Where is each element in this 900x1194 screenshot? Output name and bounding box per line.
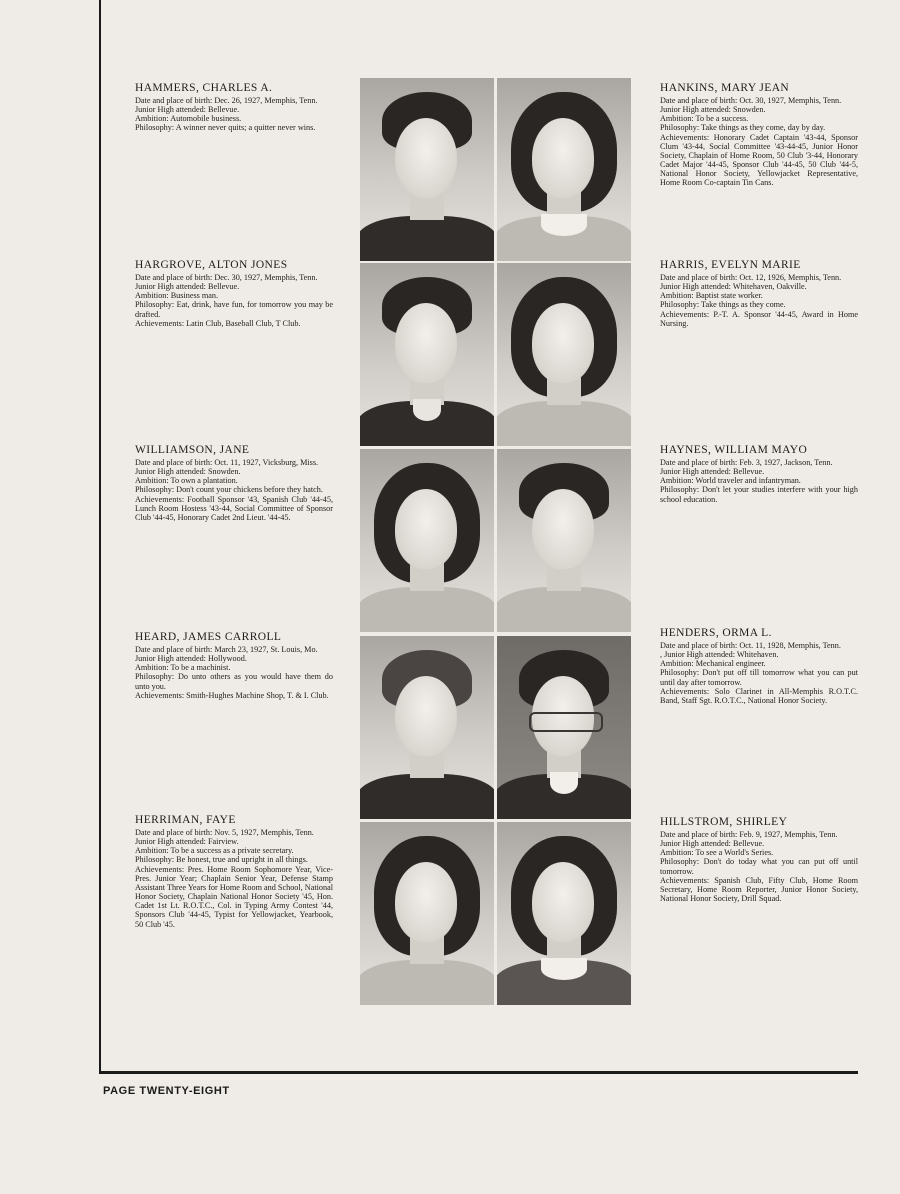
bio-line: Date and place of birth: Oct. 11, 1928, Memphis, Tenn. [660, 641, 841, 650]
student-name: HEARD, JAMES CARROLL [135, 631, 282, 643]
bottom-rule [99, 1071, 858, 1074]
bio-line: Philosophy: Don't count your chickens before they hatch. [135, 485, 323, 495]
portrait-photo-williamson [360, 449, 494, 632]
student-name: HILLSTROM, SHIRLEY [660, 816, 788, 828]
senior-entry-henders [660, 627, 858, 705]
senior-entry-heard [135, 631, 333, 700]
bio-line: Ambition: To see a World's Series. [660, 848, 774, 858]
page-number-label: PAGE TWENTY-EIGHT [103, 1085, 230, 1097]
student-bio [660, 830, 858, 903]
senior-entry-hargrove [135, 259, 333, 328]
bio-line: Ambition: Business man. [135, 291, 219, 301]
bio-line: Junior High attended: Fairview. [135, 837, 239, 847]
bio-line: Junior High attended: Bellevue. [660, 467, 765, 477]
senior-entry-williamson [135, 444, 333, 522]
bio-line: Philosophy: Don't let your studies interfere with your high school education. [660, 485, 858, 504]
bio-line: Junior High attended: Whitehaven, Oakville. [660, 282, 807, 292]
bio-line: Achievements: Spanish Club, Fifty Club, Home Room Secretary, Home Room Reporter, Junior Honor Society, National Honor Society, Drill Squad. [660, 875, 858, 904]
bio-line: , Junior High attended: Whitehaven. [660, 650, 779, 660]
bio-line: Date and place of birth: Oct. 11, 1927, Vicksburg, Miss. [135, 458, 319, 467]
student-bio [660, 641, 858, 705]
student-bio [660, 273, 858, 328]
bio-line: Ambition: World traveler and infantryman. [660, 476, 801, 486]
bio-line: Junior High attended: Snowden. [135, 467, 241, 477]
student-bio [135, 273, 333, 328]
bio-line: Philosophy: Don't put off till tomorrow what you can put until day after tomorrow. [660, 668, 858, 687]
bio-line: Junior High attended: Snowden. [660, 105, 766, 115]
student-name: HARRIS, EVELYN MARIE [660, 259, 801, 271]
bio-line: Achievements: Smith-Hughes Machine Shop, T. & I. Club. [135, 690, 329, 700]
bio-line: Achievements: P.-T. A. Sponsor '44-45, Award in Home Nursing. [660, 309, 858, 328]
student-name: HAYNES, WILLIAM MAYO [660, 444, 808, 456]
senior-entry-hankins [660, 82, 858, 188]
bio-line: Ambition: To be a success as a private secretary. [135, 846, 294, 856]
bio-line: Philosophy: Don't do today what you can put off until tomorrow. [660, 857, 858, 876]
student-name: HARGROVE, ALTON JONES [135, 259, 288, 271]
student-name: HENDERS, ORMA L. [660, 627, 772, 639]
portrait-photo-hammers [360, 78, 494, 261]
bio-line: Philosophy: Eat, drink, have fun, for tomorrow you may be drafted. [135, 300, 333, 319]
bio-line: Junior High attended: Bellevue. [660, 839, 765, 849]
bio-line: Achievements: Pres. Home Room Sophomore Year, Vice-Pres. Junior Year; Chaplain Senior Year, Defense Stamp Assistant Three Years for Home Room and School, National Honor Society, Chaplain National Honor Society '45, Hon. Cadet 1st Lt. R.O.T.C., Col. in Typing Army Contest '44, Sponsors Club '44-45, Typist for Yellowjacket, Yearbook, 50 Club '45. [135, 864, 333, 929]
bio-line: Date and place of birth: Dec. 30, 1927, Memphis, Tenn. [135, 273, 318, 282]
bio-line: Ambition: To be a success. [660, 114, 749, 124]
bio-line: Date and place of birth: March 23, 1927, St. Louis, Mo. [135, 645, 318, 654]
portrait-photo-harris [497, 263, 631, 446]
bio-line: Junior High attended: Bellevue. [135, 282, 240, 292]
student-name: HERRIMAN, FAYE [135, 814, 236, 826]
bio-line: Philosophy: Do unto others as you would have them do unto you. [135, 672, 333, 691]
bio-line: Date and place of birth: Feb. 3, 1927, Jackson, Tenn. [660, 458, 833, 467]
student-name: HAMMERS, CHARLES A. [135, 82, 273, 94]
bio-line: Philosophy: Be honest, true and upright in all things. [135, 855, 308, 865]
portrait-photo-heard [360, 636, 494, 819]
student-name: HANKINS, MARY JEAN [660, 82, 790, 94]
bio-line: Date and place of birth: Oct. 12, 1926, Memphis, Tenn. [660, 273, 842, 282]
student-bio [660, 458, 858, 504]
bio-line: Philosophy: A winner never quits; a quitter never wins. [135, 123, 316, 133]
bio-line: Junior High attended: Hollywood. [135, 654, 247, 664]
bio-line: Achievements: Honorary Cadet Captain '43-44, Sponsor Clum '43-44, Social Committee '43-44-45, Junior Honor Society, Chaplain of Home Room, 50 Club '3-44, Honorary Cadet Major '44-45, Sponsor Club '44-45, 50 Club '44-5, National Honor Society, Yellowjacket Representative, Home Room Co-captain Tin Cans. [660, 132, 858, 188]
student-bio [135, 96, 333, 133]
bio-line: Junior High attended: Bellevue. [135, 105, 240, 115]
bio-line: Philosophy: Take things as they come. [660, 300, 786, 310]
student-bio [135, 828, 333, 929]
bio-line: Achievements: Solo Clarinet in All-Memphis R.O.T.C. Band, Staff Sgt. R.O.T.C., National Honor Society. [660, 686, 858, 705]
portrait-photo-hargrove [360, 263, 494, 446]
left-margin-rule [99, 0, 101, 1074]
bio-line: Ambition: To own a plantation. [135, 476, 238, 486]
student-bio [660, 96, 858, 188]
portrait-photo-herriman [360, 822, 494, 1005]
bio-line: Achievements: Football Sponsor '43, Spanish Club '44-45, Lunch Room Hostess '43-44, Social Committee of Sponsor Club '44-45, Honorary Cadet 2nd Lieut. '44-45. [135, 494, 333, 522]
senior-entry-hillstrom [660, 816, 858, 903]
student-bio [135, 458, 333, 522]
bio-line: Date and place of birth: Dec. 26, 1927, Memphis, Tenn. [135, 96, 318, 105]
portrait-photo-hankins [497, 78, 631, 261]
portrait-photo-hillstrom [497, 822, 631, 1005]
senior-entry-harris [660, 259, 858, 328]
student-bio [135, 645, 333, 700]
bio-line: Achievements: Latin Club, Baseball Club, T Club. [135, 318, 301, 328]
senior-entry-haynes [660, 444, 858, 504]
bio-line: Date and place of birth: Oct. 30, 1927, Memphis, Tenn. [660, 96, 842, 105]
bio-line: Ambition: Mechanical engineer. [660, 659, 766, 669]
bio-line: Ambition: Baptist state worker. [660, 291, 763, 301]
senior-entry-hammers [135, 82, 333, 133]
portrait-photo-haynes [497, 449, 631, 632]
student-name: WILLIAMSON, JANE [135, 444, 250, 456]
bio-line: Ambition: Automobile business. [135, 114, 242, 124]
bio-line: Ambition: To be a machinist. [135, 663, 231, 673]
bio-line: Date and place of birth: Feb. 9, 1927, Memphis, Tenn. [660, 830, 838, 839]
portrait-photo-henders [497, 636, 631, 819]
senior-entry-herriman [135, 814, 333, 929]
bio-line: Date and place of birth: Nov. 5, 1927, Memphis, Tenn. [135, 828, 314, 837]
bio-line: Philosophy: Take things as they come, day by day. [660, 123, 826, 133]
